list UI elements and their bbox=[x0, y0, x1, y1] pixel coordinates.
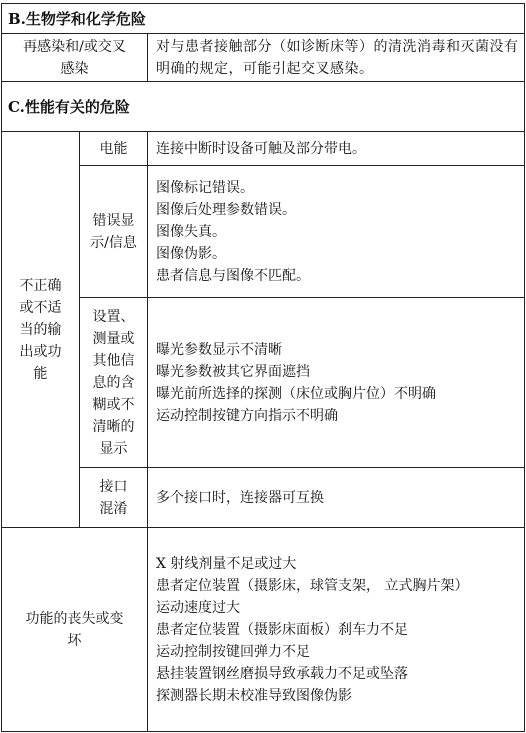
category-incorrect-output bbox=[2, 132, 80, 528]
desc-line: 曝光参数被其它界面遮挡 bbox=[156, 363, 310, 380]
sub-line: 显示 bbox=[99, 440, 128, 457]
desc-interface-confusion bbox=[148, 468, 525, 528]
category-line: 或不适 bbox=[19, 299, 62, 316]
category-line: 当的输 bbox=[19, 321, 62, 338]
desc-line: 悬挂装置钢丝磨损导致承载力不足或坠落 bbox=[156, 665, 408, 682]
sub-error-display bbox=[80, 166, 148, 298]
desc-function-loss bbox=[148, 528, 525, 732]
desc-electric-energy bbox=[148, 132, 525, 166]
sub-interface-confusion bbox=[80, 468, 148, 528]
category-function-loss bbox=[2, 528, 148, 732]
category-line: 出或功 bbox=[19, 343, 62, 360]
desc-line: 图像失真。 bbox=[156, 223, 226, 240]
sub-line: 示/信息 bbox=[90, 234, 137, 251]
section-c-header: C.性能有关的危险 bbox=[2, 82, 525, 132]
sub-line: 其他信 bbox=[92, 352, 135, 369]
sub-line: 接口 bbox=[99, 478, 128, 495]
desc-line: 连接中断时设备可触及部分带电。 bbox=[156, 140, 366, 157]
sub-line: 清晰的 bbox=[92, 418, 135, 435]
hazard-line: 感染 bbox=[60, 60, 89, 77]
hazard-line: 再感染和/或交叉 bbox=[23, 38, 126, 55]
category-line: 坏 bbox=[67, 632, 82, 649]
desc-line: 运动速度过大 bbox=[156, 599, 240, 616]
desc-line: 图像标记错误。 bbox=[156, 179, 254, 196]
desc-line: 探测器长期未校准导致图像伪影 bbox=[156, 687, 352, 704]
hazard-reinfection bbox=[2, 34, 148, 82]
desc-line: 运动控制按键回弹力不足 bbox=[156, 643, 310, 660]
sub-line: 混淆 bbox=[99, 500, 128, 517]
desc-line: 患者定位装置（摄影床，球管支架， 立式胸片架） bbox=[156, 577, 469, 594]
sub-line: 测量或 bbox=[92, 330, 135, 347]
desc-line: 患者信息与图像不匹配。 bbox=[156, 267, 310, 284]
desc-line: 图像伪影。 bbox=[156, 245, 226, 262]
sub-line: 息的含 bbox=[92, 374, 135, 391]
category-line: 不正确 bbox=[19, 277, 62, 294]
desc-unclear-display bbox=[148, 298, 525, 468]
sub-line: 错误显 bbox=[92, 212, 135, 229]
desc-error-display bbox=[148, 166, 525, 298]
desc-line: 曝光前所选择的探测（床位或胸片位）不明确 bbox=[156, 385, 436, 402]
category-line: 能 bbox=[33, 365, 48, 382]
sub-line: 设置、 bbox=[92, 308, 135, 325]
sub-line: 电能 bbox=[99, 140, 128, 157]
category-line: 功能的丧失或变 bbox=[25, 610, 124, 627]
desc-line: X 射线剂量不足或过大 bbox=[156, 555, 297, 572]
sub-unclear-display bbox=[80, 298, 148, 468]
risk-table bbox=[1, 3, 525, 732]
desc-line: 运动控制按键方向指示不明确 bbox=[156, 407, 338, 424]
section-b-header: B.生物学和化学危险 bbox=[2, 4, 525, 34]
desc-line: 多个接口时，连接器可互换 bbox=[156, 489, 324, 506]
desc-line: 患者定位装置（摄影床面板）刹车力不足 bbox=[156, 621, 408, 638]
hazard-reinfection-description: 对与患者接触部分（如诊断床等）的清洗消毒和灭菌没有明确的规定，可能引起交叉感染。 bbox=[148, 34, 525, 82]
desc-line: 图像后处理参数错误。 bbox=[156, 201, 296, 218]
desc-line: 曝光参数显示不清晰 bbox=[156, 341, 282, 358]
sub-electric-energy bbox=[80, 132, 148, 166]
sub-line: 糊或不 bbox=[92, 396, 135, 413]
